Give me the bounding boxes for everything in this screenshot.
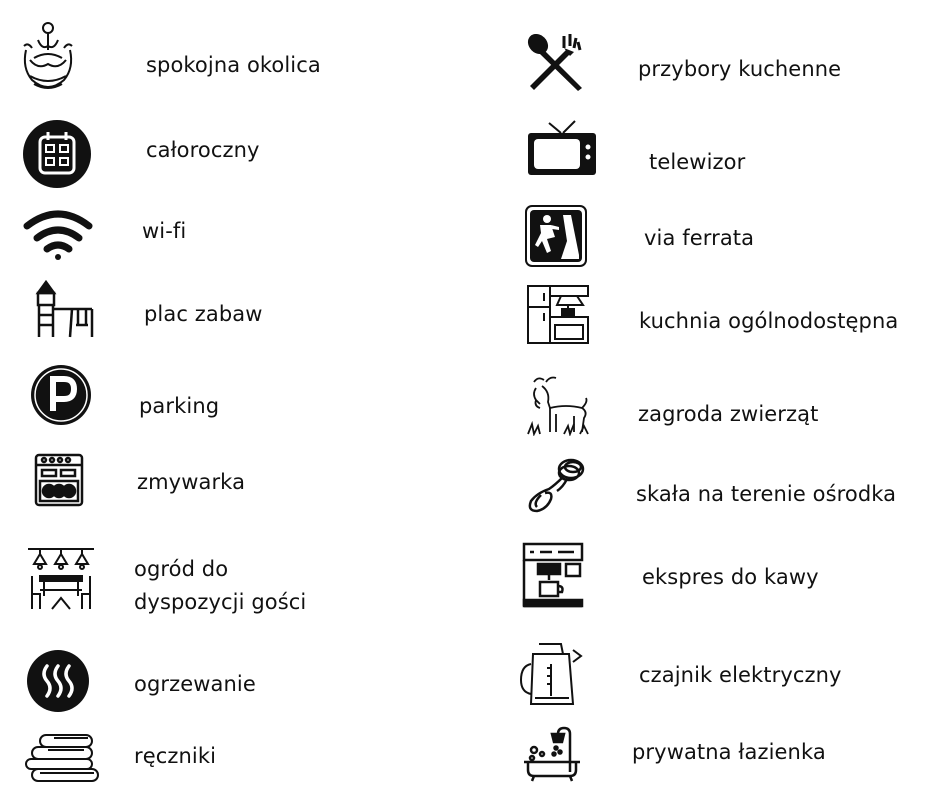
dishwasher-icon (34, 453, 84, 507)
amenity-label: via ferrata (644, 226, 755, 250)
amenity-label: ręczniki (134, 744, 217, 768)
tv-icon (527, 119, 597, 177)
meditation-icon (20, 20, 76, 98)
kitchen-icon (527, 285, 589, 345)
amenity-label: ekspres do kawy (642, 565, 819, 589)
amenity-label: kuchnia ogólnodostępna (639, 309, 899, 333)
amenity-label: zagroda zwierząt (638, 402, 819, 426)
amenity-label: przybory kuchenne (638, 57, 842, 81)
amenity-label: skała na terenie ośrodka (636, 482, 897, 506)
playground-icon (34, 279, 94, 339)
towels-icon (24, 733, 100, 783)
garden-icon (26, 546, 96, 612)
coffee-machine-icon (522, 542, 584, 608)
rope-icon (523, 455, 589, 515)
utensils-icon (526, 34, 584, 92)
heating-icon (27, 650, 89, 712)
amenity-label: parking (139, 394, 220, 418)
climber-icon (525, 205, 587, 267)
amenity-label: plac zabaw (144, 302, 263, 326)
amenity-label: zmywarka (137, 470, 246, 494)
amenity-label: telewizor (649, 150, 746, 174)
amenity-label: całoroczny (146, 138, 260, 162)
amenity-label: prywatna łazienka (632, 740, 826, 764)
amenity-label: ogród do (134, 557, 229, 581)
calendar-icon (23, 120, 91, 188)
wifi-icon (23, 208, 93, 262)
amenity-label: czajnik elektryczny (639, 663, 842, 687)
parking-icon (30, 364, 92, 426)
amenity-label: ogrzewanie (134, 672, 256, 696)
amenity-label: spokojna okolica (146, 53, 321, 77)
kettle-icon (519, 640, 583, 706)
goat-icon (526, 374, 590, 436)
bathtub-icon (522, 726, 582, 782)
amenity-label: dyspozycji gości (134, 590, 307, 614)
amenity-label: wi-fi (142, 219, 187, 243)
